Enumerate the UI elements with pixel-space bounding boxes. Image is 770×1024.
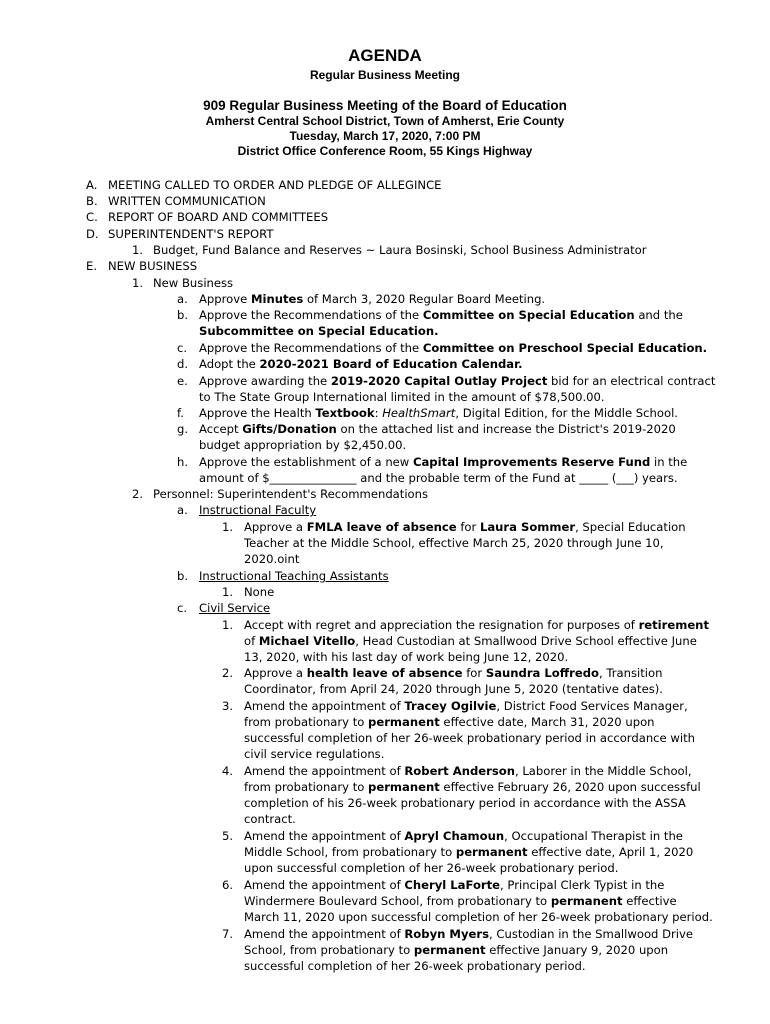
pers-c4-text-line4: contract. xyxy=(244,812,296,826)
pers-c1-marker: 1. xyxy=(222,618,234,632)
section-c-marker: C. xyxy=(86,210,98,224)
pers-a1-text: Approve a FMLA leave of absence for Laura Sommer, Special Education xyxy=(244,520,686,534)
pers-c7-text-line3: successful completion of her 26-week probationary period. xyxy=(244,959,586,973)
section-a-text: MEETING CALLED TO ORDER AND PLEDGE OF ALLEGINCE xyxy=(108,178,442,192)
nb-f-text: Approve the Health Textbook: HealthSmart, Digital Edition, for the Middle School. xyxy=(199,406,678,420)
pers-c1-text-line3: 13, 2020, with his last day of work being June 12, 2020. xyxy=(244,650,569,664)
nb-e-marker: e. xyxy=(177,374,188,388)
section-b-marker: B. xyxy=(86,194,98,208)
pers-c4-text-line3: completion of his 26-week probationary period in accordance with the ASSA xyxy=(244,796,686,810)
nb-g-text-line2: budget appropriation by $2,450.00. xyxy=(199,438,407,452)
pers-a1-text-line2: Teacher at the Middle School, effective March 25, 2020 through June 10, xyxy=(244,536,664,550)
nb-a-text: Approve Minutes of March 3, 2020 Regular Board Meeting. xyxy=(199,292,546,306)
section-c-text: REPORT OF BOARD AND COMMITTEES xyxy=(108,210,329,224)
nb-e-text-line2: to The State Group International limited in the amount of $78,500.00. xyxy=(199,390,605,404)
section-e1-text: New Business xyxy=(153,276,234,290)
nb-h-marker: h. xyxy=(177,455,189,469)
section-d-marker: D. xyxy=(86,227,99,241)
pers-c1-text-line2: of Michael Vitello, Head Custodian at Smallwood Drive School effective June xyxy=(244,634,697,648)
pers-c7-text-line2: School, from probationary to permanent effective January 9, 2020 upon xyxy=(244,943,669,957)
nb-f-marker: f. xyxy=(177,406,184,420)
pers-c7-text: Amend the appointment of Robyn Myers, Custodian in the Smallwood Drive xyxy=(244,927,694,941)
pers-a-marker: a. xyxy=(177,503,188,517)
section-e2-marker: 2. xyxy=(132,487,144,501)
section-e1-marker: 1. xyxy=(132,276,144,290)
pers-c7-marker: 7. xyxy=(222,927,234,941)
section-a-marker: A. xyxy=(86,178,98,192)
nb-b-text-line2: Subcommittee on Special Education. xyxy=(199,324,439,338)
pers-c5-text-line2: Middle School, from probationary to permanent effective date, April 1, 2020 xyxy=(244,845,694,859)
pers-a1-text-line3: 2020.oint xyxy=(244,552,300,566)
pers-c6-marker: 6. xyxy=(222,878,234,892)
pers-c2-text: Approve a health leave of absence for Saundra Loffredo, Transition xyxy=(244,666,663,680)
pers-c5-text: Amend the appointment of Apryl Chamoun, Occupational Therapist in the xyxy=(244,829,683,843)
nb-b-text: Approve the Recommendations of the Committee on Special Education and the xyxy=(199,308,683,322)
meeting-name: 909 Regular Business Meeting of the Board of Education xyxy=(203,98,567,113)
nb-a-marker: a. xyxy=(177,292,188,306)
pers-c2-marker: 2. xyxy=(222,666,234,680)
pers-a-heading: Instructional Faculty xyxy=(199,503,317,517)
pers-b-marker: b. xyxy=(177,569,189,583)
nb-c-text: Approve the Recommendations of the Committee on Preschool Special Education. xyxy=(199,341,708,355)
pers-c3-text-line3: successful completion of her 26-week probationary period in accordance with xyxy=(244,731,695,745)
nb-h-text-line2: amount of $_______________ and the probable term of the Fund at _____ (___) years. xyxy=(199,471,678,485)
pers-c1-text: Accept with regret and appreciation the resignation for purposes of retirement xyxy=(244,618,709,632)
nb-d-text: Adopt the 2020-2021 Board of Education Calendar. xyxy=(199,357,523,371)
pers-c3-text-line4: civil service regulations. xyxy=(244,747,385,761)
nb-g-marker: g. xyxy=(177,422,189,436)
pers-c4-text: Amend the appointment of Robert Anderson, Laborer in the Middle School, xyxy=(244,764,692,778)
section-e-marker: E. xyxy=(86,259,98,273)
pers-c6-text: Amend the appointment of Cheryl LaForte, Principal Clerk Typist in the xyxy=(244,878,665,892)
pers-c4-marker: 4. xyxy=(222,764,234,778)
pers-c3-marker: 3. xyxy=(222,699,234,713)
nb-d-marker: d. xyxy=(177,357,189,371)
district-name: Amherst Central School District, Town of Amherst, Erie County xyxy=(205,114,565,128)
pers-b1-marker: 1. xyxy=(222,585,234,599)
section-d1-marker: 1. xyxy=(132,243,144,257)
pers-c3-text: Amend the appointment of Tracey Ogilvie, District Food Services Manager, xyxy=(244,699,688,713)
pers-c6-text-line3: March 11, 2020 upon successful completion of her 26-week probationary period. xyxy=(244,910,713,924)
pers-b1-text: None xyxy=(244,585,275,599)
pers-a1-marker: 1. xyxy=(222,520,234,534)
section-b-text: WRITTEN COMMUNICATION xyxy=(108,194,266,208)
pers-c6-text-line2: Windermere Boulevard School, from probationary to permanent effective xyxy=(244,894,677,908)
meeting-date: Tuesday, March 17, 2020, 7:00 PM xyxy=(289,129,481,143)
pers-c2-text-line2: Coordinator, from April 24, 2020 through June 5, 2020 (tentative dates). xyxy=(244,682,663,696)
nb-e-text: Approve awarding the 2019-2020 Capital Outlay Project bid for an electrical contract xyxy=(199,374,716,388)
pers-c4-text-line2: from probationary to permanent effective February 26, 2020 upon successful xyxy=(244,780,701,794)
page-subtitle: Regular Business Meeting xyxy=(309,68,461,82)
pers-c-marker: c. xyxy=(177,601,188,615)
nb-g-text: Accept Gifts/Donation on the attached list and increase the District's 2019-2020 xyxy=(199,422,676,436)
nb-h-text: Approve the establishment of a new Capital Improvements Reserve Fund in the xyxy=(199,455,688,469)
pers-c5-text-line3: upon successful completion of her 26-week probationary period. xyxy=(244,861,619,875)
pers-c3-text-line2: from probationary to permanent effective date, March 31, 2020 upon xyxy=(244,715,655,729)
section-e2-text: Personnel: Superintendent's Recommendations xyxy=(153,487,429,501)
pers-c-heading: Civil Service xyxy=(199,601,271,615)
section-d1-text: Budget, Fund Balance and Reserves ~ Laura Bosinski, School Business Administrator xyxy=(153,243,647,257)
pers-b-heading: Instructional Teaching Assistants xyxy=(199,569,389,583)
section-d-text: SUPERINTENDENT'S REPORT xyxy=(108,227,274,241)
nb-b-marker: b. xyxy=(177,308,189,322)
page-title: AGENDA xyxy=(348,46,422,65)
meeting-location: District Office Conference Room, 55 Kings Highway xyxy=(237,144,533,158)
pers-c5-marker: 5. xyxy=(222,829,234,843)
nb-c-marker: c. xyxy=(177,341,188,355)
section-e-text: NEW BUSINESS xyxy=(108,259,198,273)
